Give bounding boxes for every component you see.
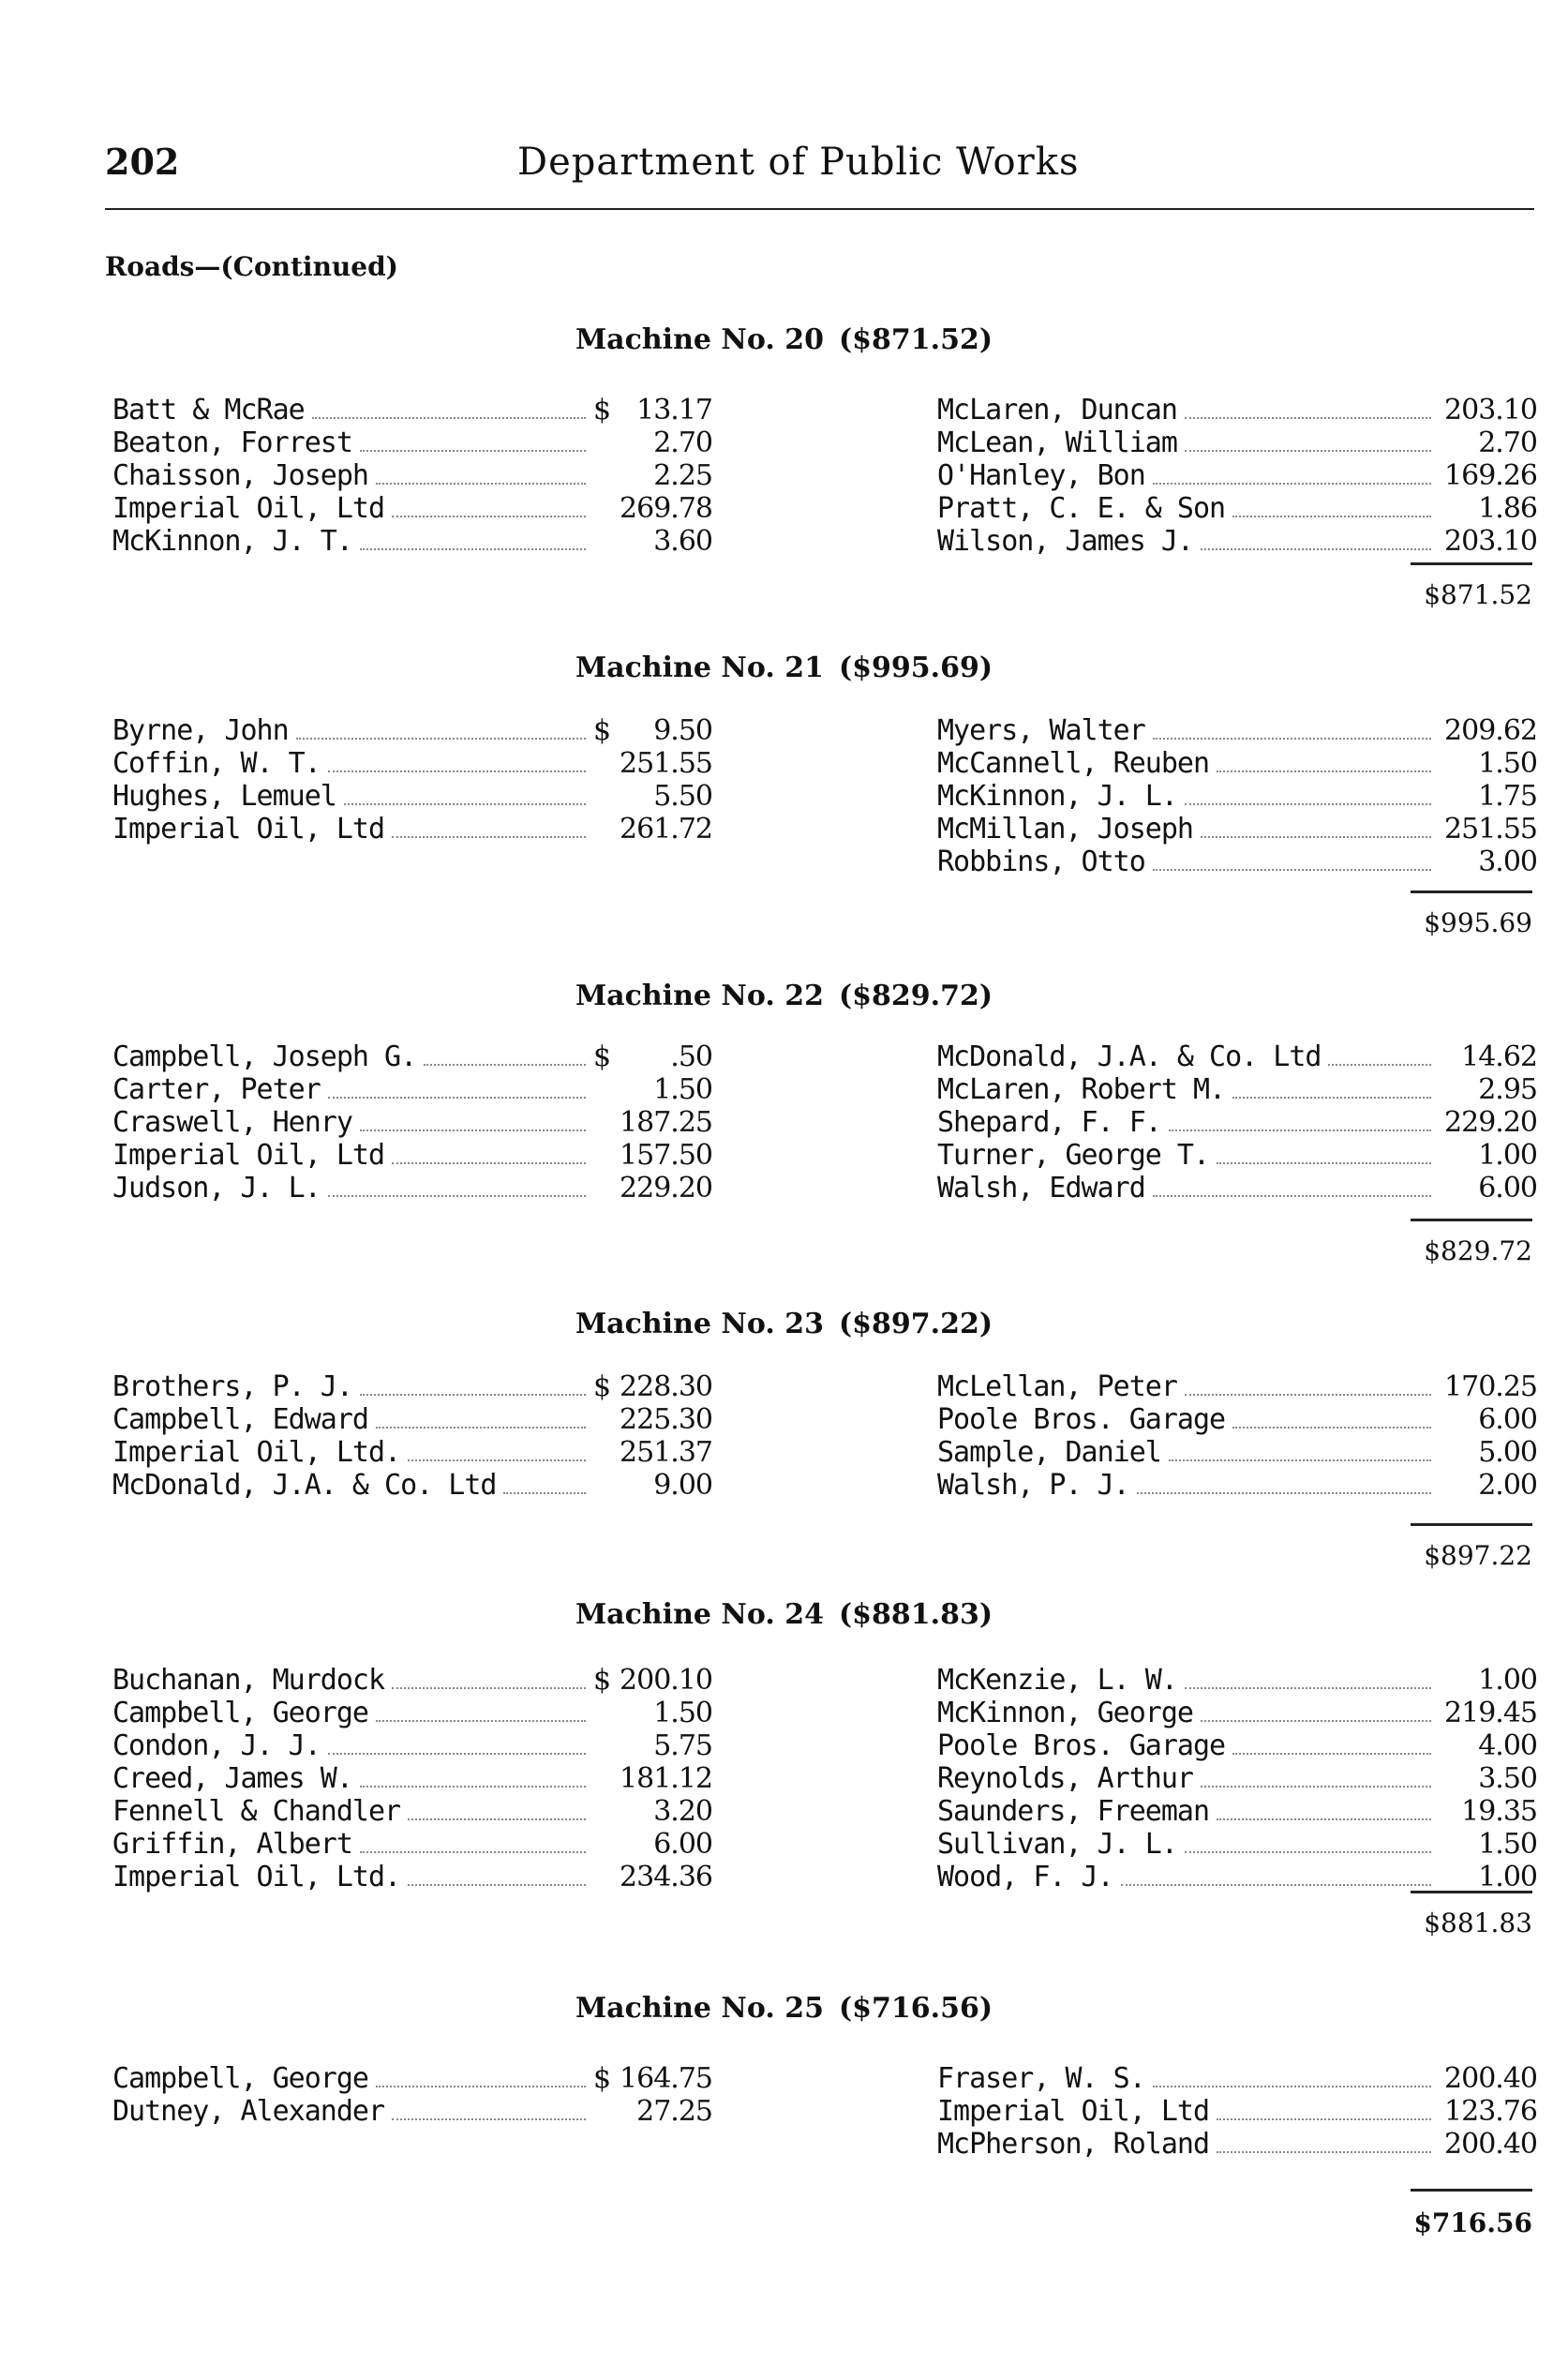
payee-name: Wood, F. J. [937, 1861, 1113, 1893]
payee-name: Sample, Daniel [937, 1436, 1161, 1469]
machine-total: $995.69 [1424, 907, 1532, 938]
amount: 203.10 [1444, 394, 1537, 426]
dot-leader [360, 548, 586, 550]
ledger-entry [937, 845, 1537, 878]
machine-total-heading: ($897.22) [838, 1308, 993, 1340]
dot-leader [1121, 1884, 1431, 1886]
left-column [112, 1370, 712, 1502]
amount: 164.75 [620, 2062, 712, 2095]
dot-leader [392, 1162, 586, 1164]
machine-total: $881.83 [1424, 1908, 1532, 1938]
dot-leader [1232, 1753, 1431, 1755]
ledger-entry [937, 525, 1537, 558]
dot-leader [1232, 1097, 1431, 1099]
payee-name: Batt & McRae [112, 394, 305, 426]
total-rule [1411, 562, 1532, 565]
dot-leader [1153, 483, 1431, 485]
dot-leader [296, 738, 586, 740]
payee-name: O'Hanley, Bon [937, 459, 1145, 492]
amount: 5.50 [653, 780, 712, 813]
dot-leader [1185, 450, 1431, 452]
ledger-entry [112, 2095, 712, 2128]
dot-leader [408, 1818, 586, 1820]
dot-leader [1185, 1394, 1431, 1396]
payee-name: Shepard, F. F. [937, 1106, 1161, 1139]
payee-name: Reynolds, Arthur [937, 1762, 1193, 1795]
right-column [937, 394, 1537, 558]
page-number: 202 [105, 141, 180, 183]
dot-leader [1185, 803, 1431, 805]
payee-name: McLaren, Duncan [937, 394, 1177, 426]
amount: 123.76 [1444, 2095, 1537, 2128]
dot-leader [1201, 836, 1431, 838]
machine-name: Machine No. 24 [575, 1598, 824, 1631]
ledger-entry [937, 780, 1537, 813]
ledger-entry [937, 492, 1537, 525]
dot-leader [1217, 1818, 1431, 1820]
amount: 9.00 [653, 1469, 712, 1502]
payee-name: Imperial Oil, Ltd [937, 2095, 1210, 2128]
dot-leader [360, 1394, 586, 1396]
payee-name: Campbell, George [112, 1697, 368, 1729]
dollar-sign: $ [593, 1040, 611, 1073]
payee-name: Creed, James W. [112, 1762, 352, 1795]
dot-leader [1217, 2118, 1431, 2120]
amount: 1.00 [1478, 1139, 1537, 1172]
amount: 2.70 [1478, 426, 1537, 459]
payee-name: Imperial Oil, Ltd. [112, 1436, 401, 1469]
dot-leader [392, 2118, 586, 2120]
amount: 169.26 [1444, 459, 1537, 492]
dot-leader [376, 2086, 586, 2087]
ledger-entry [112, 1697, 712, 1729]
payee-name: McPherson, Roland [937, 2128, 1210, 2161]
amount: 1.50 [1478, 1828, 1537, 1861]
left-column [112, 714, 712, 845]
ledger-entry [937, 1828, 1537, 1861]
payee-name: Fennell & Chandler [112, 1795, 401, 1828]
amount: 6.00 [653, 1828, 712, 1861]
amount: 229.20 [620, 1172, 712, 1204]
payee-name: Judson, J. L. [112, 1172, 321, 1204]
dot-leader [1201, 1786, 1431, 1788]
ledger-entry [112, 426, 712, 459]
payee-name: Campbell, Edward [112, 1403, 368, 1436]
machine-total-heading: ($716.56) [838, 1992, 993, 2025]
amount: 3.00 [1478, 845, 1537, 878]
machine-title [0, 323, 1568, 356]
ledger-entry [937, 1436, 1537, 1469]
machine-name: Machine No. 25 [575, 1992, 824, 2025]
ledger-entry [937, 1795, 1537, 1828]
payee-name: Walsh, Edward [937, 1172, 1145, 1204]
dot-leader [1232, 1427, 1431, 1429]
amount: 251.55 [620, 747, 712, 780]
ledger-entry [112, 780, 712, 813]
ledger-entry [112, 1664, 712, 1697]
amount: 2.00 [1478, 1469, 1537, 1502]
dot-leader [408, 1884, 586, 1886]
left-column [112, 394, 712, 558]
ledger-entry [112, 1403, 712, 1436]
payee-name: Craswell, Henry [112, 1106, 352, 1139]
payee-name: McDonald, J.A. & Co. Ltd [112, 1469, 497, 1502]
right-column [937, 1040, 1537, 1204]
amount: 200.40 [1444, 2062, 1537, 2095]
machine-total: $871.52 [1424, 579, 1532, 610]
machine-total: $716.56 [1413, 2207, 1532, 2238]
ledger-entry [937, 2095, 1537, 2128]
machine-total: $829.72 [1424, 1235, 1532, 1266]
dot-leader [392, 516, 586, 517]
payee-name: Imperial Oil, Ltd [112, 492, 385, 525]
ledger-entry [937, 1664, 1537, 1697]
dollar-sign: $ [593, 1664, 611, 1697]
machine-name: Machine No. 22 [575, 980, 824, 1012]
amount: 225.30 [620, 1403, 712, 1436]
ledger-entry [937, 1073, 1537, 1106]
payee-name: McCannell, Reuben [937, 747, 1210, 780]
ledger-entry [112, 1139, 712, 1172]
ledger-entry [112, 714, 712, 747]
dollar-sign: $ [593, 714, 611, 747]
ledger-entry [937, 813, 1537, 845]
machine-title [0, 980, 1568, 1012]
payee-name: Saunders, Freeman [937, 1795, 1210, 1828]
ledger-entry [112, 747, 712, 780]
amount: 1.50 [1478, 747, 1537, 780]
dot-leader [328, 1195, 586, 1197]
dollar-sign: $ [593, 2062, 611, 2095]
ledger-entry [937, 1469, 1537, 1502]
ledger-entry [937, 459, 1537, 492]
right-column [937, 1664, 1537, 1893]
amount: 209.62 [1444, 714, 1537, 747]
payee-name: Pratt, C. E. & Son [937, 492, 1226, 525]
dot-leader [1153, 869, 1431, 871]
dollar-sign: $ [593, 1370, 611, 1403]
left-column [112, 1040, 712, 1204]
amount: 1.00 [1478, 1664, 1537, 1697]
ledger-entry [937, 1040, 1537, 1073]
right-column [937, 2062, 1537, 2161]
total-rule [1411, 890, 1532, 893]
payee-name: Campbell, George [112, 2062, 368, 2095]
left-column [112, 2062, 712, 2128]
amount: .50 [670, 1040, 712, 1073]
amount: 1.75 [1478, 780, 1537, 813]
right-column [937, 714, 1537, 878]
ledger-entry [112, 1729, 712, 1762]
machine-title [0, 1992, 1568, 2025]
dot-leader [1153, 1195, 1431, 1197]
amount: 170.25 [1444, 1370, 1537, 1403]
payee-name: Beaton, Forrest [112, 426, 352, 459]
dot-leader [360, 450, 586, 452]
ledger-entry [937, 1403, 1537, 1436]
dot-leader [1137, 1492, 1431, 1494]
payee-name: Imperial Oil, Ltd [112, 1139, 385, 1172]
amount: 1.50 [653, 1073, 712, 1106]
machine-total-heading: ($829.72) [838, 980, 993, 1012]
amount: 5.75 [653, 1729, 712, 1762]
ledger-entry [112, 1040, 712, 1073]
dot-leader [1232, 516, 1431, 517]
dot-leader [1153, 2086, 1431, 2087]
amount: 261.72 [620, 813, 712, 845]
dot-leader [1185, 417, 1431, 419]
dot-leader [1217, 2151, 1431, 2153]
payee-name: Condon, J. J. [112, 1729, 321, 1762]
amount: 2.70 [653, 426, 712, 459]
payee-name: McKenzie, L. W. [937, 1664, 1177, 1697]
dot-leader [1217, 1162, 1431, 1164]
payee-name: McLaren, Robert M. [937, 1073, 1226, 1106]
header-rule [105, 208, 1534, 210]
dot-leader [408, 1459, 586, 1461]
amount: 6.00 [1478, 1403, 1537, 1436]
ledger-entry [112, 1106, 712, 1139]
amount: 234.36 [620, 1861, 712, 1893]
page-header [105, 141, 1539, 197]
payee-name: Carter, Peter [112, 1073, 321, 1106]
right-column [937, 1370, 1537, 1502]
amount: 1.86 [1478, 492, 1537, 525]
ledger-entry [937, 1762, 1537, 1795]
ledger-entry [937, 1697, 1537, 1729]
ledger-entry [937, 1139, 1537, 1172]
ledger-entry [112, 1073, 712, 1106]
dot-leader [360, 1130, 586, 1131]
amount: 1.50 [653, 1697, 712, 1729]
ledger-entry [112, 492, 712, 525]
dot-leader [312, 417, 586, 419]
ledger-entry [112, 1861, 712, 1893]
ledger-entry [937, 2128, 1537, 2161]
payee-name: Turner, George T. [937, 1139, 1210, 1172]
dot-leader [344, 803, 586, 805]
amount: 200.10 [620, 1664, 712, 1697]
payee-name: Campbell, Joseph G. [112, 1040, 417, 1073]
dot-leader [1169, 1459, 1431, 1461]
payee-name: Wilson, James J. [937, 525, 1193, 558]
dot-leader [1185, 1687, 1431, 1689]
ledger-entry [112, 2062, 712, 2095]
amount: 3.20 [653, 1795, 712, 1828]
total-rule [1411, 1523, 1532, 1526]
ledger-entry [112, 1370, 712, 1403]
ledger-entry [112, 1436, 712, 1469]
payee-name: Poole Bros. Garage [937, 1403, 1226, 1436]
dot-leader [1185, 1851, 1431, 1853]
ledger-entry [937, 747, 1537, 780]
machine-name: Machine No. 23 [575, 1308, 824, 1340]
payee-name: McLellan, Peter [937, 1370, 1177, 1403]
payee-name: Buchanan, Murdock [112, 1664, 385, 1697]
amount: 14.62 [1461, 1040, 1537, 1073]
ledger-entry [112, 1795, 712, 1828]
payee-name: Griffin, Albert [112, 1828, 352, 1861]
amount: 19.35 [1461, 1795, 1537, 1828]
dot-leader [360, 1786, 586, 1788]
payee-name: McDonald, J.A. & Co. Ltd [937, 1040, 1322, 1073]
payee-name: Walsh, P. J. [937, 1469, 1129, 1502]
payee-name: Imperial Oil, Ltd [112, 813, 385, 845]
section-title: Roads—(Continued) [105, 251, 398, 282]
payee-name: McLean, William [937, 426, 1177, 459]
dot-leader [392, 1687, 586, 1689]
amount: 219.45 [1444, 1697, 1537, 1729]
payee-name: Robbins, Otto [937, 845, 1145, 878]
ledger-entry [112, 1762, 712, 1795]
running-title: Department of Public Works [517, 141, 1080, 184]
machine-name: Machine No. 21 [575, 651, 824, 684]
payee-name: Hughes, Lemuel [112, 780, 336, 813]
ledger-entry [112, 394, 712, 426]
amount: 181.12 [620, 1762, 712, 1795]
amount: 2.25 [653, 459, 712, 492]
dot-leader [376, 1720, 586, 1722]
dot-leader [1153, 738, 1431, 740]
machine-title [0, 1598, 1568, 1631]
ledger-entry [112, 459, 712, 492]
amount: 3.50 [1478, 1762, 1537, 1795]
dot-leader [503, 1492, 586, 1494]
payee-name: McKinnon, J. T. [112, 525, 352, 558]
total-rule [1411, 1891, 1532, 1893]
amount: 251.55 [1444, 813, 1537, 845]
amount: 1.00 [1478, 1861, 1537, 1893]
dot-leader [328, 1097, 586, 1099]
payee-name: Byrne, John [112, 714, 289, 747]
ledger-entry [112, 1172, 712, 1204]
machine-total-heading: ($871.52) [838, 323, 993, 356]
amount: 228.30 [620, 1370, 712, 1403]
dot-leader [360, 1851, 586, 1853]
total-rule [1411, 2189, 1532, 2192]
machine-name: Machine No. 20 [575, 323, 824, 356]
ledger-entry [937, 1172, 1537, 1204]
total-rule [1411, 1219, 1532, 1221]
dot-leader [328, 771, 586, 772]
payee-name: Coffin, W. T. [112, 747, 321, 780]
amount: 13.17 [636, 394, 712, 426]
amount: 200.40 [1444, 2128, 1537, 2161]
amount: 157.50 [620, 1139, 712, 1172]
dot-leader [1328, 1064, 1431, 1066]
dollar-sign: $ [593, 394, 611, 426]
ledger-entry [937, 1370, 1537, 1403]
ledger-entry [112, 1828, 712, 1861]
machine-total: $897.22 [1424, 1540, 1532, 1571]
amount: 3.60 [653, 525, 712, 558]
amount: 6.00 [1478, 1172, 1537, 1204]
ledger-entry [112, 1469, 712, 1502]
ledger-entry [937, 714, 1537, 747]
dot-leader [376, 483, 586, 485]
amount: 9.50 [653, 714, 712, 747]
payee-name: Imperial Oil, Ltd. [112, 1861, 401, 1893]
amount: 269.78 [620, 492, 712, 525]
ledger-entry [937, 1729, 1537, 1762]
dot-leader [392, 836, 586, 838]
ledger-entry [937, 1106, 1537, 1139]
payee-name: Fraser, W. S. [937, 2062, 1145, 2095]
machine-total-heading: ($881.83) [838, 1598, 993, 1631]
ledger-entry [937, 426, 1537, 459]
ledger-entry [937, 394, 1537, 426]
machine-total-heading: ($995.69) [838, 651, 993, 684]
payee-name: Sullivan, J. L. [937, 1828, 1177, 1861]
ledger-entry [937, 1861, 1537, 1893]
amount: 187.25 [620, 1106, 712, 1139]
payee-name: Brothers, P. J. [112, 1370, 352, 1403]
ledger-entry [112, 525, 712, 558]
dot-leader [1217, 771, 1431, 772]
amount: 27.25 [636, 2095, 712, 2128]
payee-name: Chaisson, Joseph [112, 459, 368, 492]
amount: 251.37 [620, 1436, 712, 1469]
ledger-entry [937, 2062, 1537, 2095]
left-column [112, 1664, 712, 1893]
dot-leader [1201, 1720, 1431, 1722]
payee-name: McKinnon, J. L. [937, 780, 1177, 813]
dot-leader [1201, 548, 1431, 550]
amount: 5.00 [1478, 1436, 1537, 1469]
amount: 4.00 [1478, 1729, 1537, 1762]
machine-title [0, 651, 1568, 684]
amount: 203.10 [1444, 525, 1537, 558]
amount: 229.20 [1444, 1106, 1537, 1139]
payee-name: Dutney, Alexander [112, 2095, 385, 2128]
amount: 2.95 [1478, 1073, 1537, 1106]
payee-name: McKinnon, George [937, 1697, 1193, 1729]
payee-name: Myers, Walter [937, 714, 1145, 747]
dot-leader [376, 1427, 586, 1429]
ledger-entry [112, 813, 712, 845]
machine-title [0, 1308, 1568, 1340]
payee-name: McMillan, Joseph [937, 813, 1193, 845]
dot-leader [424, 1064, 586, 1066]
dot-leader [328, 1753, 586, 1755]
dot-leader [1169, 1130, 1431, 1131]
payee-name: Poole Bros. Garage [937, 1729, 1226, 1762]
